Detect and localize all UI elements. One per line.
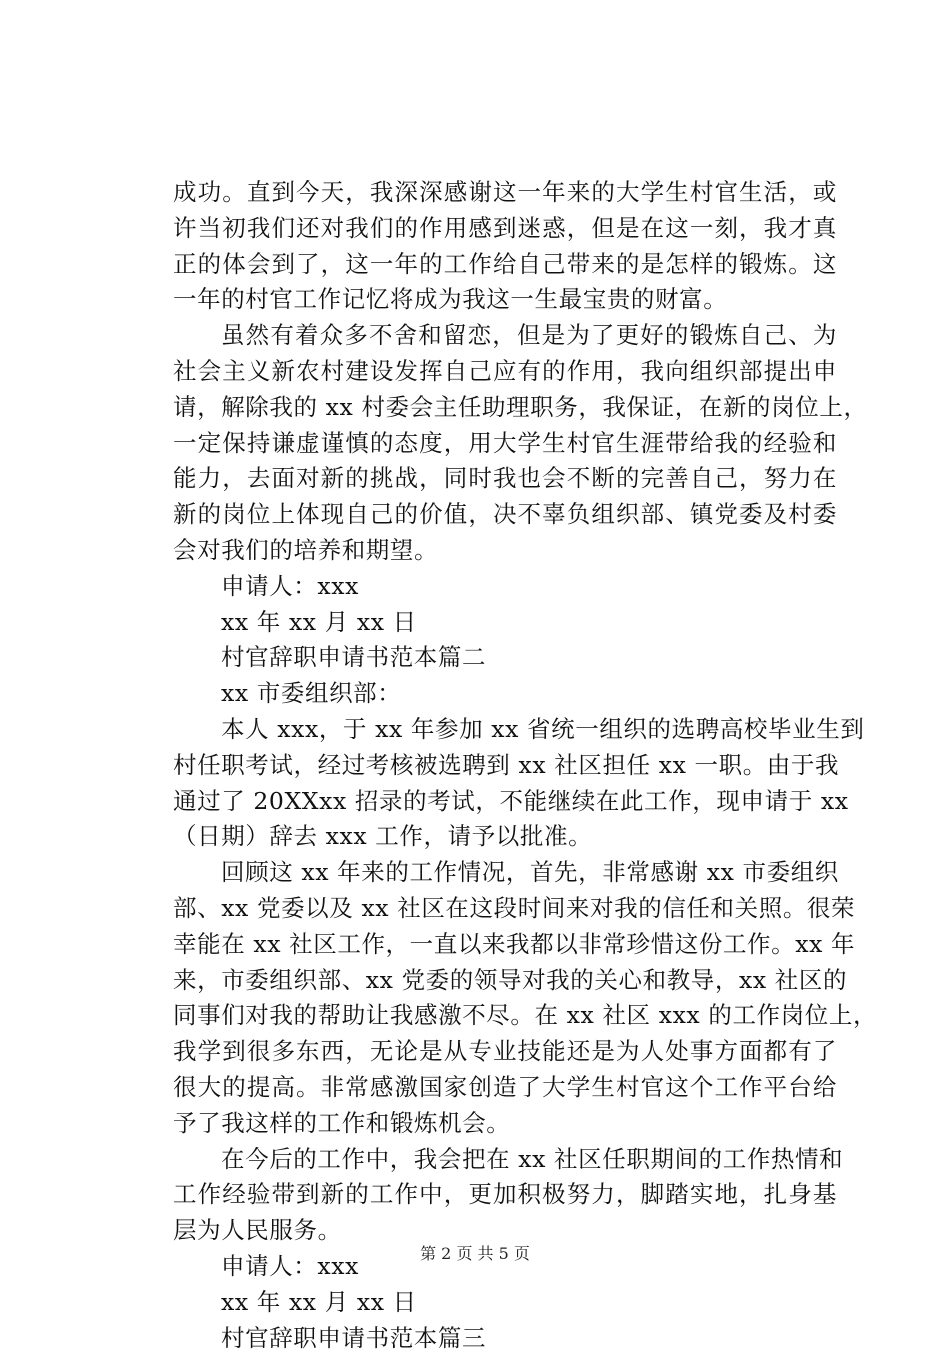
text-line: 请，解除我的 xx 村委会主任助理职务，我保证，在新的岗位上， (173, 390, 837, 426)
paragraph-start-line: 在今后的工作中，我会把在 xx 社区任职期间的工作热情和 (173, 1142, 837, 1178)
section-heading: 村官辞职申请书范本篇二 (173, 640, 837, 676)
text-line: 成功。直到今天，我深深感谢这一年来的大学生村官生活，或 (173, 175, 837, 211)
text-line: 许当初我们还对我们的作用感到迷惑，但是在这一刻，我才真 (173, 211, 837, 247)
text-line: 一年的村官工作记忆将成为我这一生最宝贵的财富。 (173, 282, 837, 318)
text-line: 村任职考试，经过考核被选聘到 xx 社区担任 xx 一职。由于我 (173, 748, 837, 784)
text-line: 正的体会到了，这一年的工作给自己带来的是怎样的锻炼。这 (173, 247, 837, 283)
text-line: （日期）辞去 xxx 工作，请予以批准。 (173, 819, 837, 855)
paragraph-start-line: 本人 xxx，于 xx 年参加 xx 省统一组织的选聘高校毕业生到 (173, 712, 837, 748)
paragraph-start-line: 虽然有着众多不舍和留恋，但是为了更好的锻炼自己、为 (173, 318, 837, 354)
text-line: 能力，去面对新的挑战，同时我也会不断的完善自己，努力在 (173, 461, 837, 497)
date-line: xx 年 xx 月 xx 日 (173, 1285, 837, 1321)
text-line: 予了我这样的工作和锻炼机会。 (173, 1106, 837, 1142)
text-line: 会对我们的培养和期望。 (173, 533, 837, 569)
text-line: 幸能在 xx 社区工作，一直以来我都以非常珍惜这份工作。xx 年 (173, 927, 837, 963)
text-line: 很大的提高。非常感激国家创造了大学生村官这个工作平台给 (173, 1070, 837, 1106)
section-heading: 村官辞职申请书范本篇三 (173, 1321, 837, 1356)
paragraph-start-line: 回顾这 xx 年来的工作情况，首先，非常感谢 xx 市委组织 (173, 855, 837, 891)
applicant-line: 申请人：xxx (173, 1249, 837, 1285)
page-number-footer: 第 2 页 共 5 页 (0, 1244, 950, 1264)
text-line: 同事们对我的帮助让我感激不尽。在 xx 社区 xxx 的工作岗位上， (173, 998, 837, 1034)
text-line: 层为人民服务。 (173, 1213, 837, 1249)
text-line: 来，市委组织部、xx 党委的领导对我的关心和教导，xx 社区的 (173, 963, 837, 999)
text-line: 我学到很多东西，无论是从专业技能还是为人处事方面都有了 (173, 1034, 837, 1070)
text-line: 工作经验带到新的工作中，更加积极努力，脚踏实地，扎身基 (173, 1177, 837, 1213)
text-line: 一定保持谦虚谨慎的态度，用大学生村官生涯带给我的经验和 (173, 426, 837, 462)
text-line: 社会主义新农村建设发挥自己应有的作用，我向组织部提出申 (173, 354, 837, 390)
document-body (173, 175, 837, 1356)
date-line: xx 年 xx 月 xx 日 (173, 605, 837, 641)
applicant-line: 申请人：xxx (173, 569, 837, 605)
text-line: 部、xx 党委以及 xx 社区在这段时间来对我的信任和关照。很荣 (173, 891, 837, 927)
text-line: 新的岗位上体现自己的价值，决不辜负组织部、镇党委及村委 (173, 497, 837, 533)
salutation-line: xx 市委组织部： (173, 676, 837, 712)
text-line: 通过了 20XXxx 招录的考试，不能继续在此工作，现申请于 xx (173, 784, 837, 820)
